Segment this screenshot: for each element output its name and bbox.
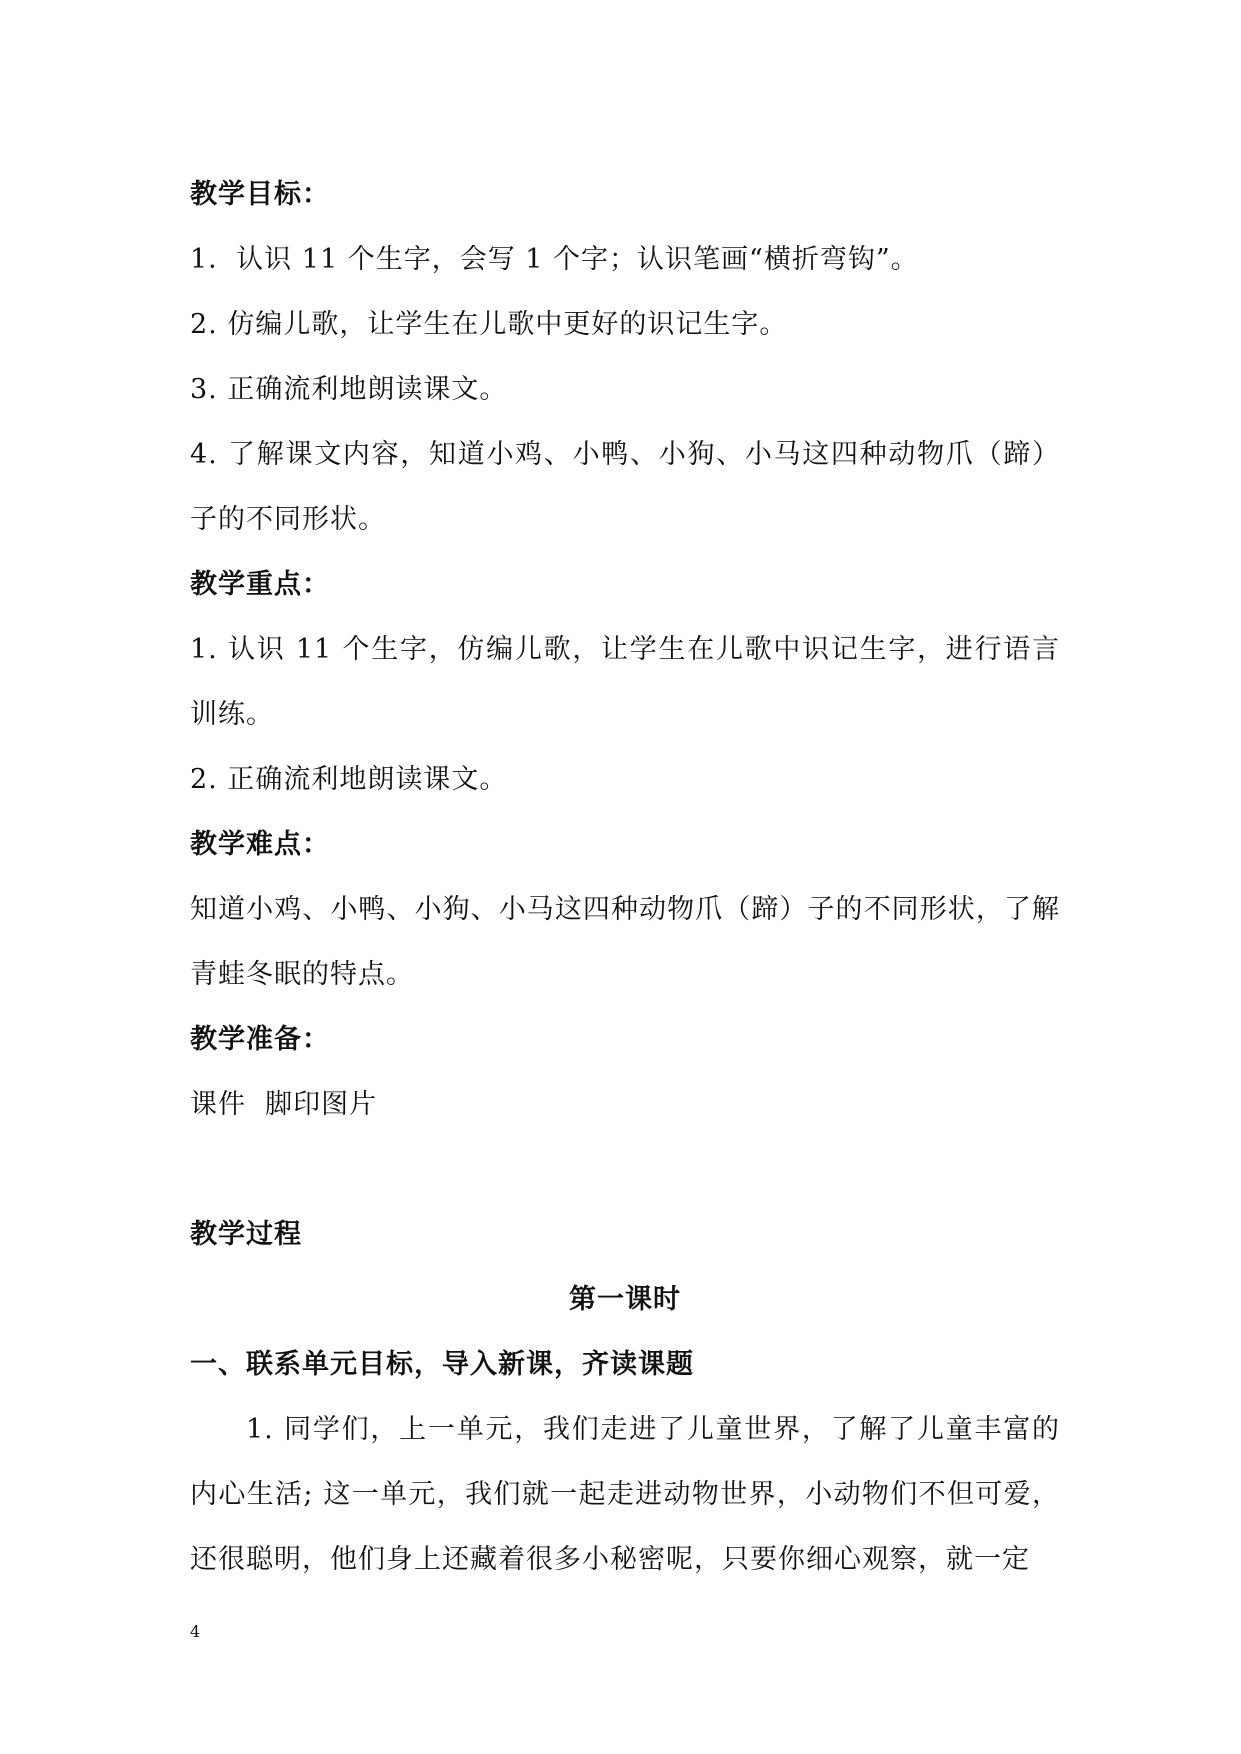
preparation-text: 课件 脚印图片 bbox=[190, 1089, 378, 1120]
section-title: 一、联系单元目标，导入新课，齐读课题 bbox=[190, 1349, 694, 1380]
key-point-item-2: 2. 正确流利地朗读课文。 bbox=[190, 764, 508, 795]
difficulties-heading: 教学难点： bbox=[190, 829, 330, 860]
process-heading: 教学过程 bbox=[190, 1219, 302, 1250]
objective-item-4: 4. 了解课文内容，知道小鸡、小鸭、小狗、小马这四种动物爪（蹄）子的不同形状。 bbox=[190, 439, 1060, 535]
objective-item-1: 1．认识 11 个生字，会写 1 个字；认识笔画“横折弯钩”。 bbox=[190, 244, 919, 275]
key-points-heading: 教学重点： bbox=[190, 569, 330, 600]
page-number: 4 bbox=[190, 1622, 201, 1641]
section-gap bbox=[190, 1137, 1060, 1202]
objective-item-3: 3. 正确流利地朗读课文。 bbox=[190, 374, 508, 405]
objectives-heading: 教学目标： bbox=[190, 179, 330, 210]
key-point-item-1: 1. 认识 11 个生字，仿编儿歌，让学生在儿歌中识记生字，进行语言训练。 bbox=[190, 634, 1060, 730]
difficulties-text: 知道小鸡、小鸭、小狗、小马这四种动物爪（蹄）子的不同形状，了解青蛙冬眠的特点。 bbox=[190, 894, 1060, 990]
lesson-title: 第一课时 bbox=[569, 1284, 681, 1315]
document-content bbox=[190, 162, 1060, 1592]
preparation-heading: 教学准备： bbox=[190, 1024, 330, 1055]
objective-item-2: 2. 仿编儿歌，让学生在儿歌中更好的识记生字。 bbox=[190, 309, 788, 340]
process-paragraph: 1. 同学们，上一单元，我们走进了儿童世界，了解了儿童丰富的内心生活; 这一单元，我们就一起走进动物世界，小动物们不但可爱，还很聪明，他们身上还藏着很多小秘密呢，只要你细心观察，就一定 bbox=[190, 1414, 1060, 1575]
